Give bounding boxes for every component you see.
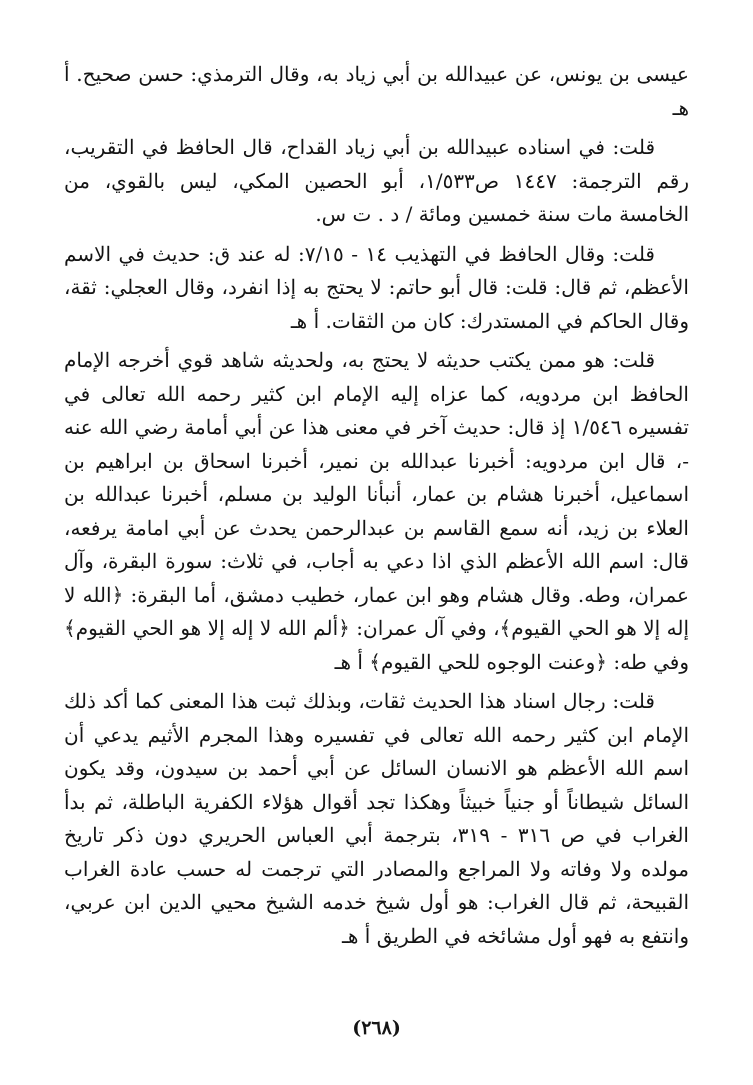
body-text [64, 58, 689, 953]
paragraph-commentary: قلت: رجال اسناد هذا الحديث ثقات، وبذلك ثبت هذا المعنى كما أكد ذلك الإمام ابن كثير رحمه الله تعالى في تفسيره وهذا المجرم الأثيم يدعي أن اسم الله الأعظم هو الانسان السائل عن أبي أحمد بن سيدون، وقد يكون السائل شيطاناً أو جنياً خبيثاً وهكذا تجد أقوال هؤلاء الكفرية الباطلة، ثم بدأ الغراب في ص ٣١٦ - ٣١٩، بترجمة أبي العباس الحريري دون ذكر تاريخ مولده ولا وفاته ولا المراجع والمصادر التي ترجمت له حسب عادة الغراب القبيحة، ثم قال الغراب: هو أول شيخ خدمه الشيخ محيي الدين ابن عربي، وانتفع به فهو أول مشائخه في الطريق أ هـ [64, 689, 689, 948]
paragraph-isnad-note: قلت: في اسناده عبيدالله بن أبي زياد القداح، قال الحافظ في التقريب، رقم الترجمة: ١٤٤٧ ص١/٥٣٣، أبو الحصين المكي، ليس بالقوي، من الخامسة مات سنة خمسين ومائة / د . ت س. [64, 135, 689, 226]
paragraph-tahdhib-note: قلت: وقال الحافظ في التهذيب ١٤ - ٧/١٥: له عند ق: حديث في الاسم الأعظم، ثم قال: قلت: قال أبو حاتم: لا يحتج به إذا انفرد، وقال العجلي: ثقة، وقال الحاكم في المستدرك: كان من الثقات. أ هـ [64, 241, 689, 333]
paragraph-ibn-mardawayh-hadith: قلت: هو ممن يكتب حديثه لا يحتج به، ولحديثه شاهد قوي أخرجه الإمام الحافظ ابن مردويه، كما عزاه إليه الإمام ابن كثير رحمه الله تعالى في تفسيره ١/٥٤٦ إذ قال: حديث آخر في معنى هذا عن أبي أمامة رضي الله عنه -، قال ابن مردويه: أخبرنا عبدالله بن نمير، أخبرنا اسحاق بن ابراهيم بن اسماعيل، أخبرنا هشام بن عمار، أنبأنا الوليد بن مسلم، أخبرنا عبدالله بن العلاء بن زيد، أنه سمع القاسم بن عبدالرحمن يحدث عن أبي امامة يرفعه، قال: اسم الله الأعظم الذي اذا دعي به أجاب، في ثلاث: سورة البقرة، وآل عمران، وطه. وقال هشام وهو ابن عمار، خطيب دمشق، أما البقرة: ﴿الله لا إله إلا هو الحي القيوم﴾، وفي آل عمران: ﴿ألم الله لا إله إلا هو الحي القيوم﴾ وفي طه: ﴿وعنت الوجوه للحي القيوم﴾ أ هـ [64, 348, 689, 674]
page-number: (٢٦٨) [352, 1017, 401, 1039]
paragraph-continuation: عيسى بن يونس، عن عبيدالله بن أبي زياد به، وقال الترمذي: حسن صحيح. أ هـ [64, 62, 689, 120]
